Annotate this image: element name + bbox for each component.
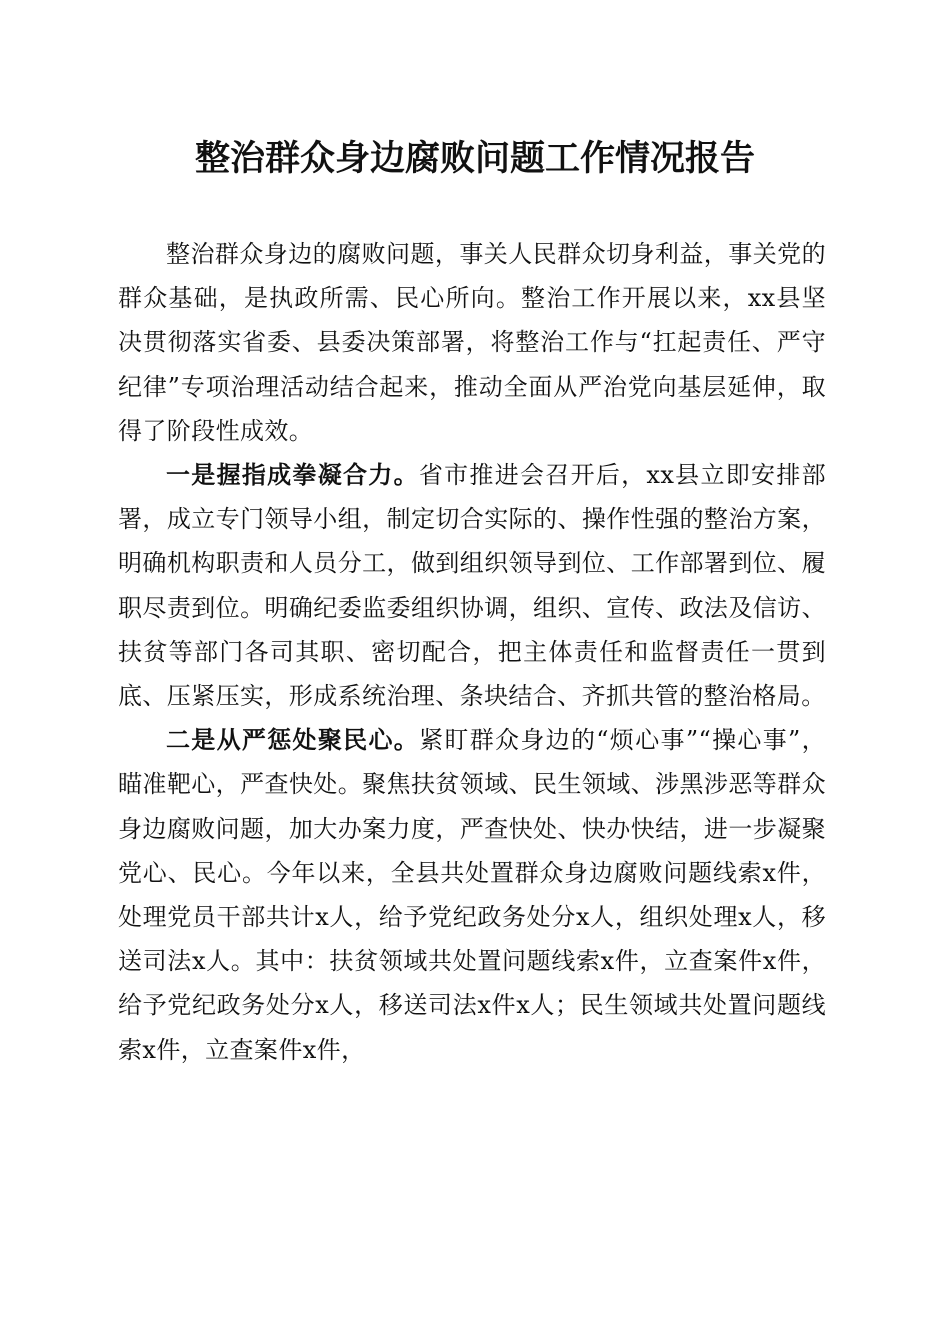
paragraph-intro: [118, 232, 826, 453]
paragraph-point-two: [118, 718, 826, 1072]
paragraph-intro-text: 整治群众身边的腐败问题，事关人民群众切身利益，事关党的群众基础，是执政所需、民心所向。整治工作开展以来，xx县坚决贯彻落实省委、县委决策部署，将整治工作与“扛起责任、严守纪律”专项治理活动结合起来，推动全面从严治党向基层延伸，取得了阶段性成效。: [118, 240, 826, 445]
paragraph-point-two-heading: 二是从严惩处聚民心。: [166, 725, 420, 755]
paragraph-point-one-text: 省市推进会召开后，xx县立即安排部署，成立专门领导小组，制定切合实际的、操作性强的整治方案，明确机构职责和人员分工，做到组织领导到位、工作部署到位、履职尽责到位。明确纪委监委组织协调，组织、宣传、政法及信访、扶贫等部门各司其职、密切配合，把主体责任和监督责任一贯到底、压紧压实，形成系统治理、条块结合、齐抓共管的整治格局。: [118, 461, 827, 711]
document-body: [118, 232, 826, 1072]
paragraph-point-one: [118, 453, 826, 718]
paragraph-point-two-text: 紧盯群众身边的“烦心事”“操心事”，瞄准靶心，严查快处。聚焦扶贫领域、民生领域、涉黑涉恶等群众身边腐败问题，加大办案力度，严查快处、快办快结，进一步凝聚党心、民心。今年以来，全县共处置群众身边腐败问题线索x件，处理党员干部共计x人，给予党纪政务处分x人，组织处理x人，移送司法x人。其中：扶贫领域共处置问题线索x件，立查案件x件，给予党纪政务处分x人，移送司法x件x人；民生领域共处置问题线索x件，立查案件x件，: [118, 726, 826, 1064]
document-title: 整治群众身边腐败问题工作情况报告: [194, 138, 755, 179]
paragraph-point-one-heading: 一是握指成拳凝合力。: [166, 460, 419, 490]
